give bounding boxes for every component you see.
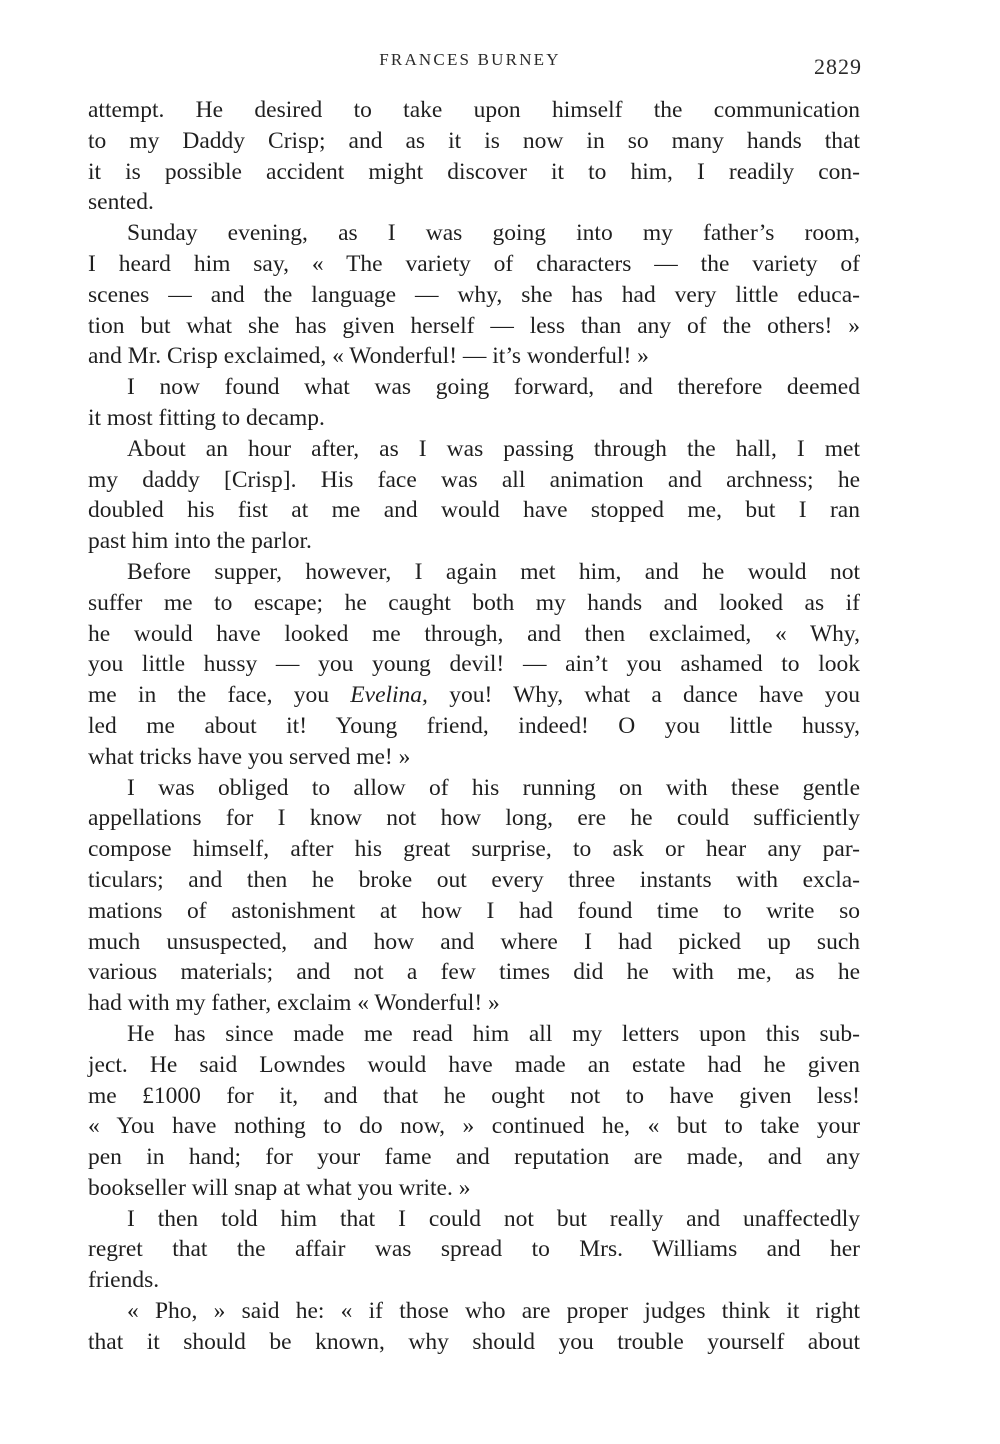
text-line: suffer me to escape; he caught both my hands and looked as if: [88, 589, 860, 616]
text-line: ticulars; and then he broke out every three instants with excla-: [88, 866, 860, 893]
text-line: sented.: [88, 189, 154, 216]
text-line: I now found what was going forward, and therefore deemed: [127, 374, 860, 401]
text-line: attempt. He desired to take upon himself the communication: [88, 97, 860, 123]
text-line: I was obliged to allow of his running on with these gentle: [127, 774, 860, 801]
running-title: FRANCES BURNEY: [379, 50, 561, 69]
text-line: About an hour after, as I was passing through the hall, I met: [127, 435, 860, 462]
text-line: doubled his fist at me and would have stopped me, but I ran: [88, 497, 860, 524]
text-line: past him into the parlor.: [88, 528, 312, 555]
text-line: led me about it! Young friend, indeed! O you little hussy,: [88, 712, 860, 739]
text-line: to my Daddy Crisp; and as it is now in so many hands that: [88, 127, 860, 154]
text-line: me £1000 for it, and that he ought not to have given less!: [88, 1082, 860, 1109]
text-line: had with my father, exclaim « Wonderful! »: [88, 990, 500, 1017]
text-line: that it should be known, why should you trouble yourself about: [88, 1328, 860, 1355]
text-line: I heard him say, « The variety of characters — the variety of: [88, 250, 860, 277]
text-line: ject. He said Lowndes would have made an estate had he given: [88, 1051, 860, 1078]
text-line: I then told him that I could not but really and unaffectedly: [127, 1205, 860, 1232]
text-line: regret that the affair was spread to Mrs. Williams and her: [88, 1236, 860, 1263]
text-line: appellations for I know not how long, ere he could sufficiently: [88, 805, 860, 832]
text-line: my daddy [Crisp]. His face was all animation and archness; he: [88, 466, 860, 493]
text-line: you little hussy — you young devil! — ain’t you ashamed to look: [88, 651, 860, 678]
text-line: bookseller will snap at what you write. »: [88, 1174, 471, 1201]
page-number: 2829: [814, 54, 862, 79]
text-line: he would have looked me through, and then exclaimed, « Why,: [88, 620, 860, 647]
text-line: much unsuspected, and how and where I had picked up such: [88, 928, 860, 955]
body-text: [88, 95, 860, 1358]
text-line: Before supper, however, I again met him, and he would not: [127, 558, 860, 585]
text-line: tion but what she has given herself — less than any of the others! »: [88, 312, 860, 339]
running-head: [0, 50, 1000, 80]
text-line: Sunday evening, as I was going into my father’s room,: [127, 220, 860, 247]
text-line: mations of astonishment at how I had found time to write so: [88, 897, 860, 924]
text-line: it is possible accident might discover it to him, I readily con-: [88, 158, 860, 185]
text-line: friends.: [88, 1267, 160, 1294]
text-line: He has since made me read him all my letters upon this sub-: [127, 1020, 860, 1047]
text-line: « Pho, » said he: « if those who are proper judges think it right: [127, 1298, 860, 1325]
text-line: « You have nothing to do now, » continued he, « but to take your: [88, 1113, 860, 1140]
text-line: me in the face, you Evelina, you! Why, what a dance have you: [88, 682, 860, 709]
text-line: it most fitting to decamp.: [88, 404, 325, 431]
text-line: and Mr. Crisp exclaimed, « Wonderful! — it’s wonderful! »: [88, 343, 649, 370]
text-line: various materials; and not a few times did he with me, as he: [88, 959, 860, 986]
text-line: pen in hand; for your fame and reputation are made, and any: [88, 1144, 860, 1171]
text-line: what tricks have you served me! »: [88, 743, 411, 770]
text-line: scenes — and the language — why, she has had very little educa-: [88, 281, 860, 308]
italic-title: Evelina,: [350, 682, 428, 709]
text-line: compose himself, after his great surprise, to ask or hear any par-: [88, 836, 860, 863]
